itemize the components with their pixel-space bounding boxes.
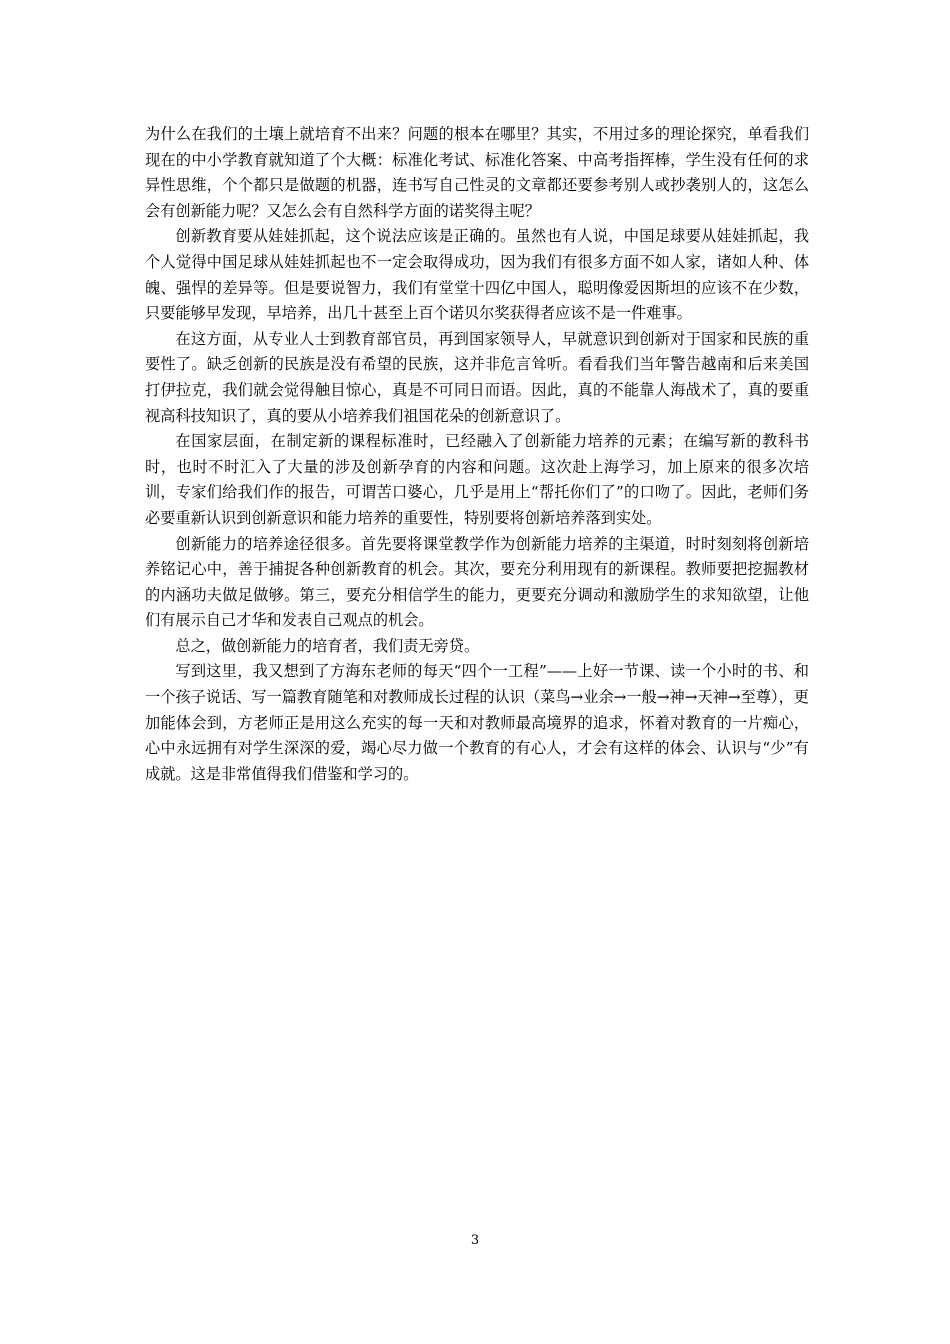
page-number: 3: [470, 1233, 480, 1248]
paragraph-1: 为什么在我们的土壤上就培育不出来？问题的根本在哪里？其实，不用过多的理论探究，单看我们现在的中小学教育就知道了个大概：标准化考试、标准化答案、中高考指挥棒，学生没有任何的求异性思维，个个都只是做题的机器，连书写自己性灵的文章都还要参考别人或抄袭别人的，这怎么会有创新能力呢？又怎么会有自然科学方面的诺奖得主呢？: [145, 125, 809, 220]
paragraph-4: 在国家层面，在制定新的课程标准时，已经融入了创新能力培养的元素；在编写新的教科书时，也时不时汇入了大量的涉及创新孕育的内容和问题。这次赴上海学习，加上原来的很多次培训，专家们给我们作的报告，可谓苦口婆心，几乎是用上“帮托你们了”的口吻了。因此，老师们务必要重新认识到创新意识和能力培养的重要性，特别要将创新培养落到实处。: [145, 432, 809, 527]
paragraph-5: 创新能力的培养途径很多。首先要将课堂教学作为创新能力培养的主渠道，时时刻刻将创新培养铭记心中，善于捕捉各种创新教育的机会。其次，要充分利用现有的新课程。教师要把挖掘教材的内涵功夫做足做够。第三，要充分相信学生的能力，更要充分调动和激励学生的求知欲望，让他们有展示自己才华和发表自己观点的机会。: [145, 534, 809, 630]
paragraph-6: 总之，做创新能力的培育者，我们责无旁贷。: [175, 636, 480, 655]
paragraph-7: 写到这里，我又想到了方海东老师的每天“四个一工程”——上好一节课、读一个小时的书、和一个孩子说话、写一篇教育随笔和对教师成长过程的认识（菜鸟→业余→一般→神→天神→至尊），更加能体会到，方老师正是用这么充实的每一天和对教师最高境界的追求，怀着对教育的一片痴心，心中永远拥有对学生深深的爱，竭心尽力做一个教育的有心人，才会有这样的体会、认识与“少”有成就。这是非常值得我们借鉴和学习的。: [145, 662, 809, 783]
paragraph-2: 创新教育要从娃娃抓起，这个说法应该是正确的。虽然也有人说，中国足球要从娃娃抓起，我个人觉得中国足球从娃娃抓起也不一定会取得成功，因为我们有很多方面不如人家，诸如人种、体魄、强悍的差异等。但是要说智力，我们有堂堂十四亿中国人，聪明像爱因斯坦的应该不在少数，只要能够早发现，早培养，出几十甚至上百个诺贝尔奖获得者应该不是一件难事。: [145, 227, 809, 323]
document-body: [145, 122, 809, 787]
paragraph-3: 在这方面，从专业人士到教育部官员，再到国家领导人，早就意识到创新对于国家和民族的重要性了。缺乏创新的民族是没有希望的民族，这并非危言耸听。看看我们当年警告越南和后来美国打伊拉克，我们就会觉得触目惊心，真是不可同日而语。因此，真的不能靠人海战术了，真的要重视高科技知识了，真的要从小培养我们祖国花朵的创新意识了。: [145, 329, 809, 425]
